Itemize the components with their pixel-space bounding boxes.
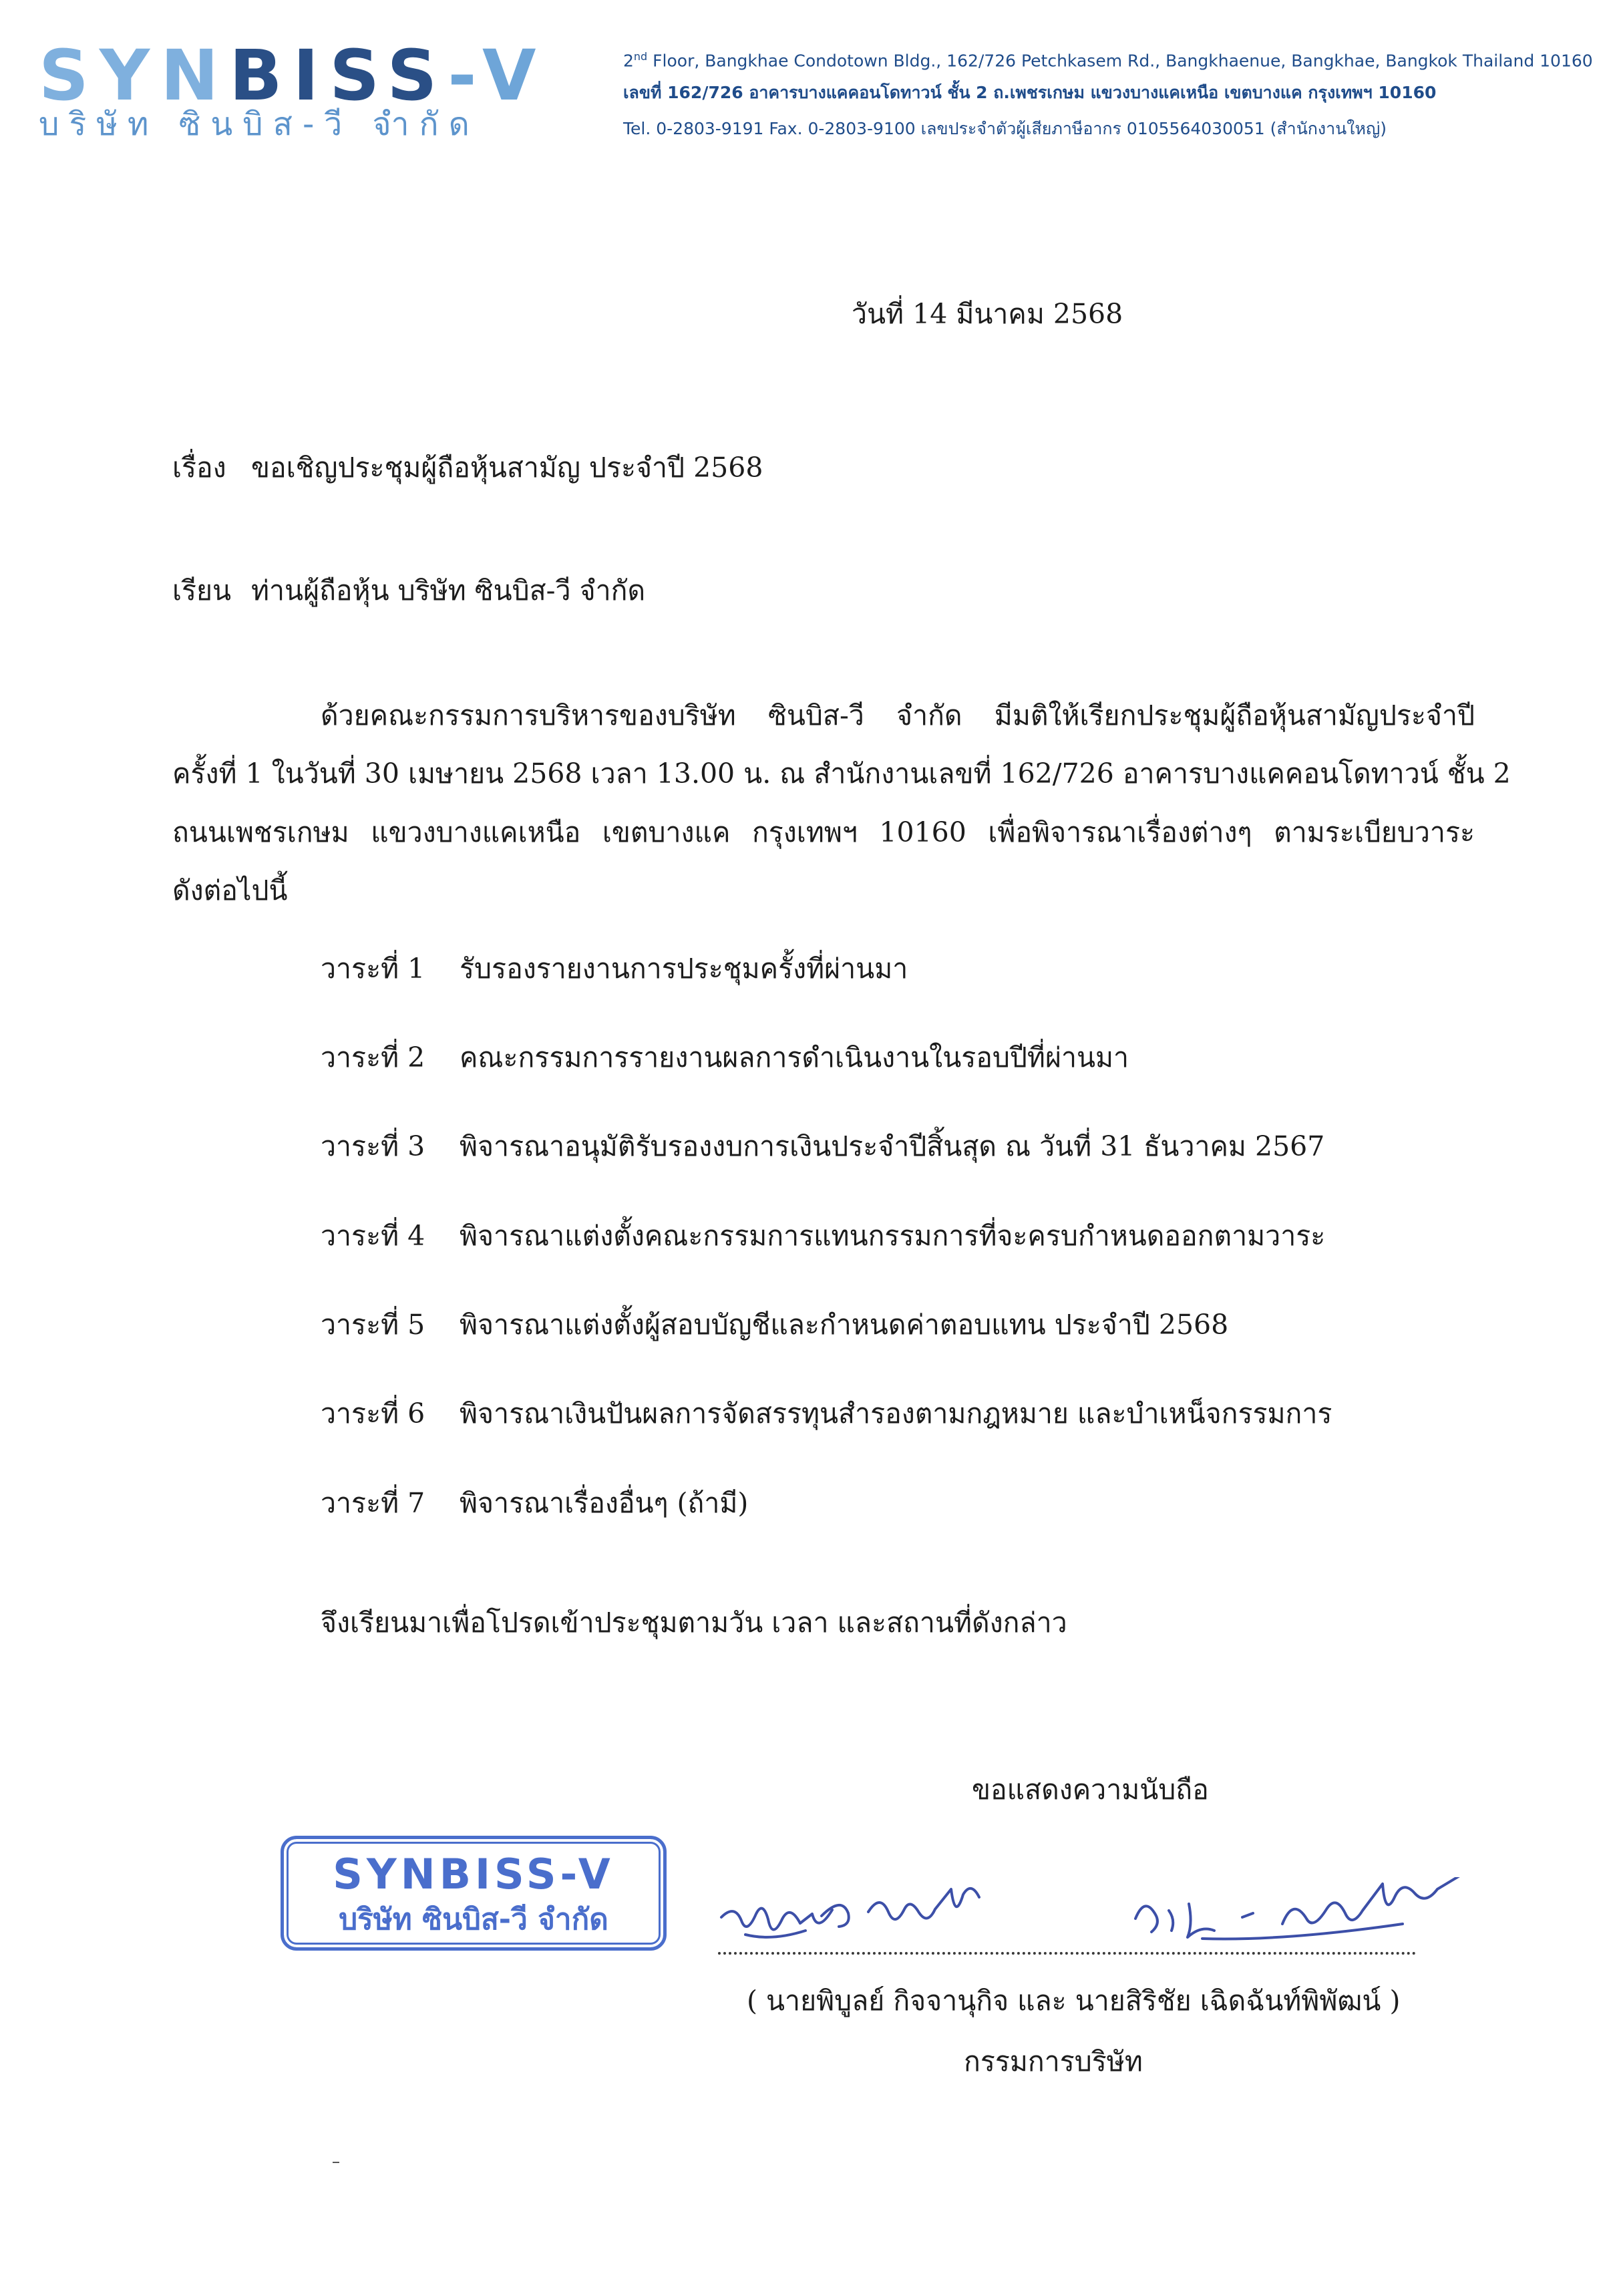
agenda-number: วาระที่ 6 [321, 1398, 425, 1430]
company-stamp [281, 1836, 667, 1951]
paragraph-line: ด้วยคณะกรรมการบริหารของบริษัท ซินบิส-วี จำกัด มีมติให้เรียกประชุมผู้ถือหุ้นสามัญประจำปี [321, 699, 1475, 731]
agenda-item [321, 1039, 1129, 1076]
paragraph-line: ดังต่อไปนี้ [172, 874, 288, 907]
agenda-text: รับรองรายงานการประชุมครั้งที่ผ่านมา [460, 953, 908, 985]
agenda-text: พิจารณาอนุมัติรับรองงบการเงินประจำปีสิ้นสุด ณ วันที่ 31 ธันวาคม 2567 [460, 1130, 1325, 1162]
regards: ขอแสดงความนับถือ [972, 1774, 1209, 1806]
closing-sentence: จึงเรียนมาเพื่อโปรดเข้าประชุมตามวัน เวลา และสถานที่ดังกล่าว [321, 1607, 1067, 1639]
address-th: เลขที่ 162/726 อาคารบางแคคอนโดทาวน์ ชั้น 2 ถ.เพชรเกษม แขวงบางแคเหนือ เขตบางแค กรุงเทพฯ 10160 [623, 83, 1437, 102]
salutation-text: ท่านผู้ถือหุ้น บริษัท ซินบิส-วี จำกัด [251, 575, 646, 607]
signatory-names: ( นายพิบูลย์ กิจจานุกิจ และ นายสิริชัย เฉิดฉันท์พิพัฒน์ ) [747, 1985, 1401, 2017]
agenda-item [321, 1395, 1332, 1432]
paragraph-line: ครั้งที่ 1 ในวันที่ 30 เมษายน 2568 เวลา 13.00 น. ณ สำนักงานเลขที่ 162/726 อาคารบางแคคอนโดทาวน์ ชั้น 2 [172, 758, 1511, 790]
agenda-number: วาระที่ 4 [321, 1220, 425, 1252]
signature-dotted-line [718, 1952, 1416, 1955]
agenda-number: วาระที่ 1 [321, 953, 425, 985]
agenda-item [321, 1217, 1325, 1255]
agenda-number: วาระที่ 5 [321, 1309, 425, 1341]
subject-line [172, 449, 763, 486]
agenda-item [321, 1128, 1324, 1165]
agenda-item [321, 1306, 1228, 1343]
agenda-item [321, 950, 908, 987]
signatory-title: กรรมการบริษัท [964, 2045, 1143, 2078]
contact-info: Tel. 0-2803-9191 Fax. 0-2803-9100 เลขประจำตัวผู้เสียภาษีอากร 0105564030051 (สำนักงานใหญ่) [623, 119, 1387, 138]
agenda-text: คณะกรรมการรายงานผลการดำเนินงานในรอบปีที่ผ่านมา [460, 1041, 1129, 1074]
signature-2 [1135, 1877, 1464, 1939]
letter-date: วันที่ 14 มีนาคม 2568 [852, 298, 1123, 330]
agenda-item [321, 1484, 748, 1522]
signatures [708, 1877, 1509, 1964]
company-logo-th: บริษัท ซินบิส-วี จำกัด [39, 106, 480, 143]
agenda-text: พิจารณาเงินปันผลการจัดสรรทุนสำรองตามกฎหมาย และบำเหน็จกรรมการ [460, 1398, 1332, 1430]
agenda-text: พิจารณาแต่งตั้งคณะกรรมการแทนกรรมการที่จะครบกำหนดออกตามวาระ [460, 1220, 1326, 1252]
salutation-label: เรียน [172, 575, 232, 607]
subject-text: ขอเชิญประชุมผู้ถือหุ้นสามัญ ประจำปี 2568 [251, 452, 763, 484]
footer-mark [333, 2162, 339, 2163]
company-logo-en: SYNBISS-V [39, 35, 547, 116]
agenda-number: วาระที่ 7 [321, 1487, 425, 1519]
agenda-text: พิจารณาเรื่องอื่นๆ (ถ้ามี) [460, 1487, 749, 1519]
address-en: 2nd Floor, Bangkhae Condotown Bldg., 162/726 Petchkasem Rd., Bangkhaenue, Bangkhae, Bangkok Thailand 10160 [623, 50, 1593, 71]
agenda-text: พิจารณาแต่งตั้งผู้สอบบัญชีและกำหนดค่าตอบแทน ประจำปี 2568 [460, 1309, 1229, 1341]
paragraph-line: ถนนเพชรเกษม แขวงบางแคเหนือ เขตบางแค กรุงเทพฯ 10160 เพื่อพิจารณาเรื่องต่างๆ ตามระเบียบวาระ [172, 816, 1475, 848]
stamp-text-en: SYNBISS-V [333, 1850, 614, 1899]
agenda-number: วาระที่ 2 [321, 1041, 425, 1074]
stamp-text-th: บริษัท ซินบิส-วี จำกัด [339, 1903, 608, 1937]
agenda-number: วาระที่ 3 [321, 1130, 425, 1162]
signature-1 [721, 1889, 979, 1937]
salutation-line [172, 572, 645, 609]
subject-label: เรื่อง [172, 452, 226, 484]
